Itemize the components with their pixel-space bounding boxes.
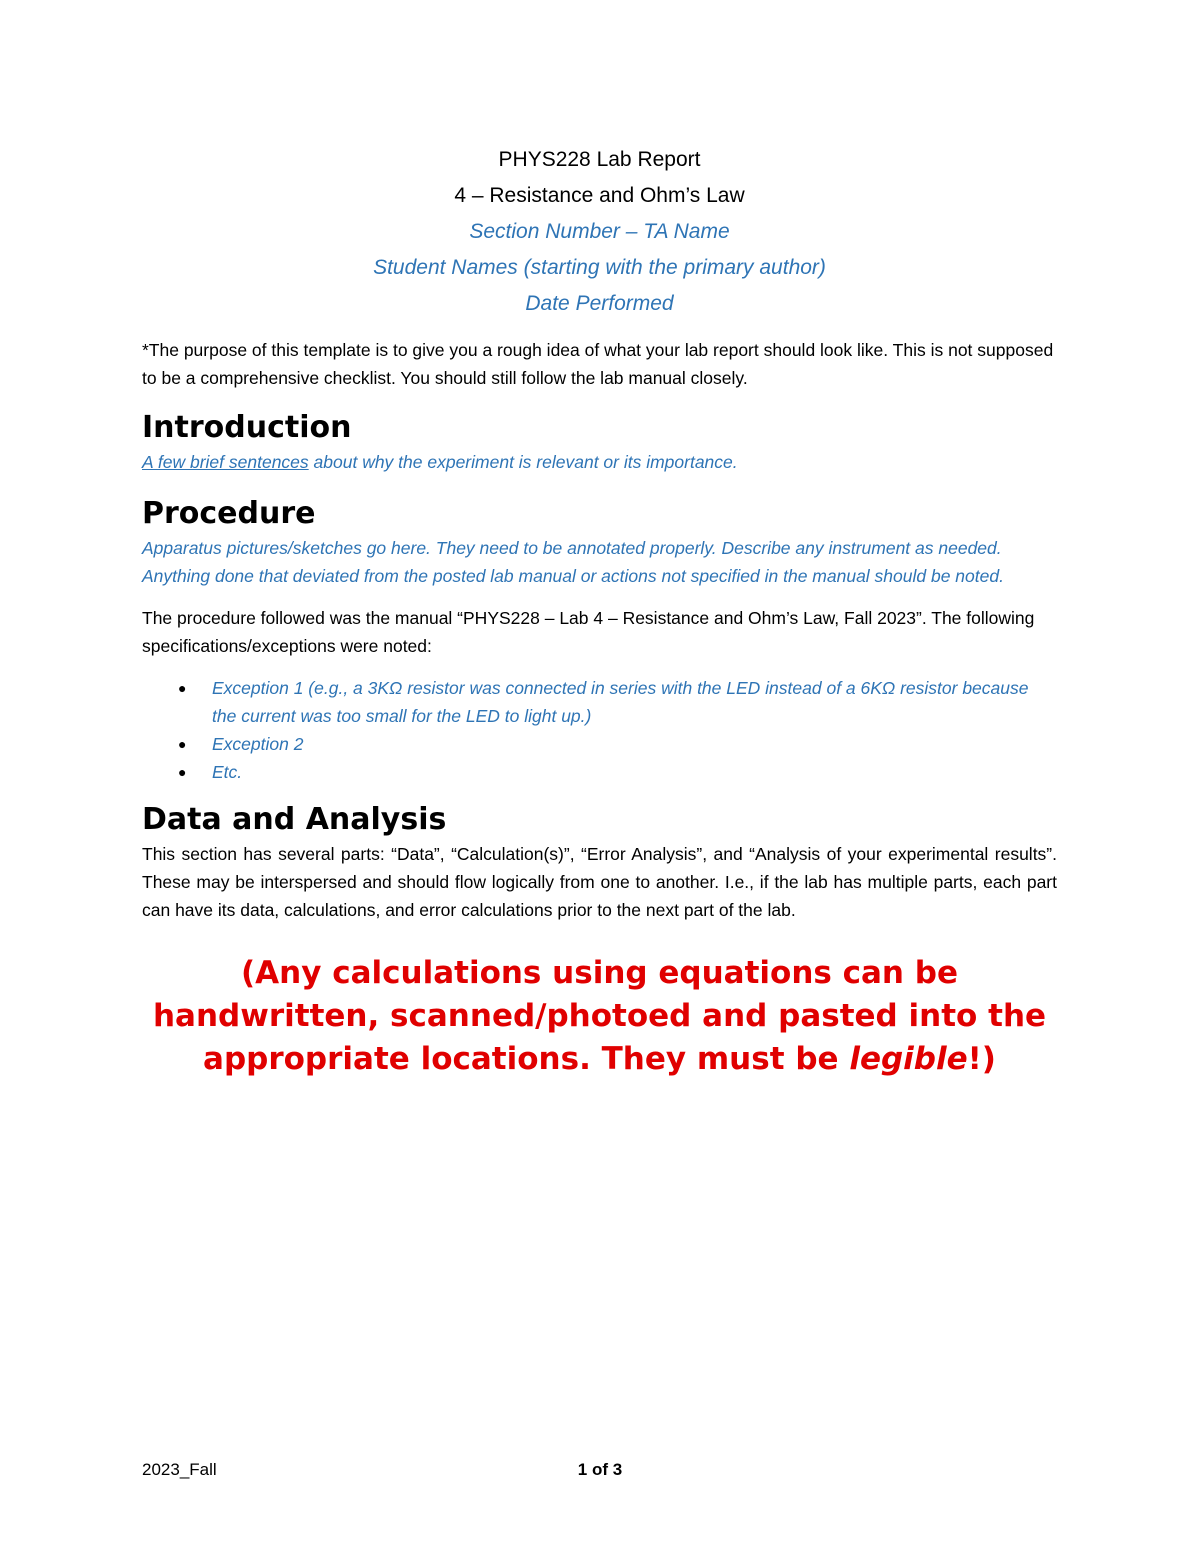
data-analysis-text: This section has several parts: “Data”, “Calculation(s)”, “Error Analysis”, and “Analysis of your experimental results”. These may be interspersed and should flow logically from one to another. I.e., if the lab has multiple parts, each part can have its data, calculations, and error calculations prior to the next part of the lab. xyxy=(142,844,1057,920)
procedure-followed: The procedure followed was the manual “PHYS228 – Lab 4 – Resistance and Ohm’s Law, Fall 2023”. The following specifications/exceptions were noted: xyxy=(142,608,1035,656)
data-analysis-heading: Data and Analysis xyxy=(142,802,447,837)
warning-end: !) xyxy=(967,1041,996,1077)
exception-text: Etc. xyxy=(212,762,243,782)
footer-term: 2023_Fall xyxy=(142,1460,217,1479)
exception-text: Exception 1 (e.g., a 3KΩ resistor was connected in series with the LED instead of a 6KΩ resistor because the current was too small for the LED to light up.) xyxy=(212,678,1029,726)
introduction-heading: Introduction xyxy=(142,410,352,445)
title-block xyxy=(142,142,1057,322)
page-content xyxy=(142,142,1057,1081)
list-item xyxy=(178,758,1057,786)
footer-page-number: 1 of 3 xyxy=(577,1460,623,1479)
introduction-text xyxy=(142,448,1057,476)
student-names-line: Student Names (starting with the primary author) xyxy=(373,256,826,279)
course-title: PHYS228 Lab Report xyxy=(498,148,701,171)
bullet-icon: ● xyxy=(178,764,187,780)
exception-text: Exception 2 xyxy=(212,734,304,754)
bullet-icon: ● xyxy=(178,736,187,752)
lab-title: 4 – Resistance and Ohm’s Law xyxy=(454,184,745,207)
section-ta-line: Section Number – TA Name xyxy=(469,220,730,243)
bullet-icon: ● xyxy=(178,680,187,696)
date-line: Date Performed xyxy=(525,292,674,315)
list-item xyxy=(178,674,1057,730)
warning-legible: legible xyxy=(849,1041,968,1077)
calculations-warning xyxy=(142,952,1057,1081)
template-note: *The purpose of this template is to give you a rough idea of what your lab report should look like. This is not supposed to be a comprehensive checklist. You should still follow the lab manual closely. xyxy=(142,340,1054,388)
exceptions-list xyxy=(142,674,1057,786)
procedure-heading: Procedure xyxy=(142,496,316,531)
introduction-link[interactable]: A few brief sentences xyxy=(142,452,309,472)
warning-main: (Any calculations using equations can be handwritten, scanned/photoed and pasted into the appropriate locations. They must be xyxy=(152,955,1047,1077)
introduction-rest: about why the experiment is relevant or its importance. xyxy=(308,452,738,472)
procedure-instructions: Apparatus pictures/sketches go here. They need to be annotated properly. Describe any instrument as needed. Anything done that deviated from the posted lab manual or actions not specified in the manual should be noted. xyxy=(142,538,1004,586)
list-item xyxy=(178,730,1057,758)
